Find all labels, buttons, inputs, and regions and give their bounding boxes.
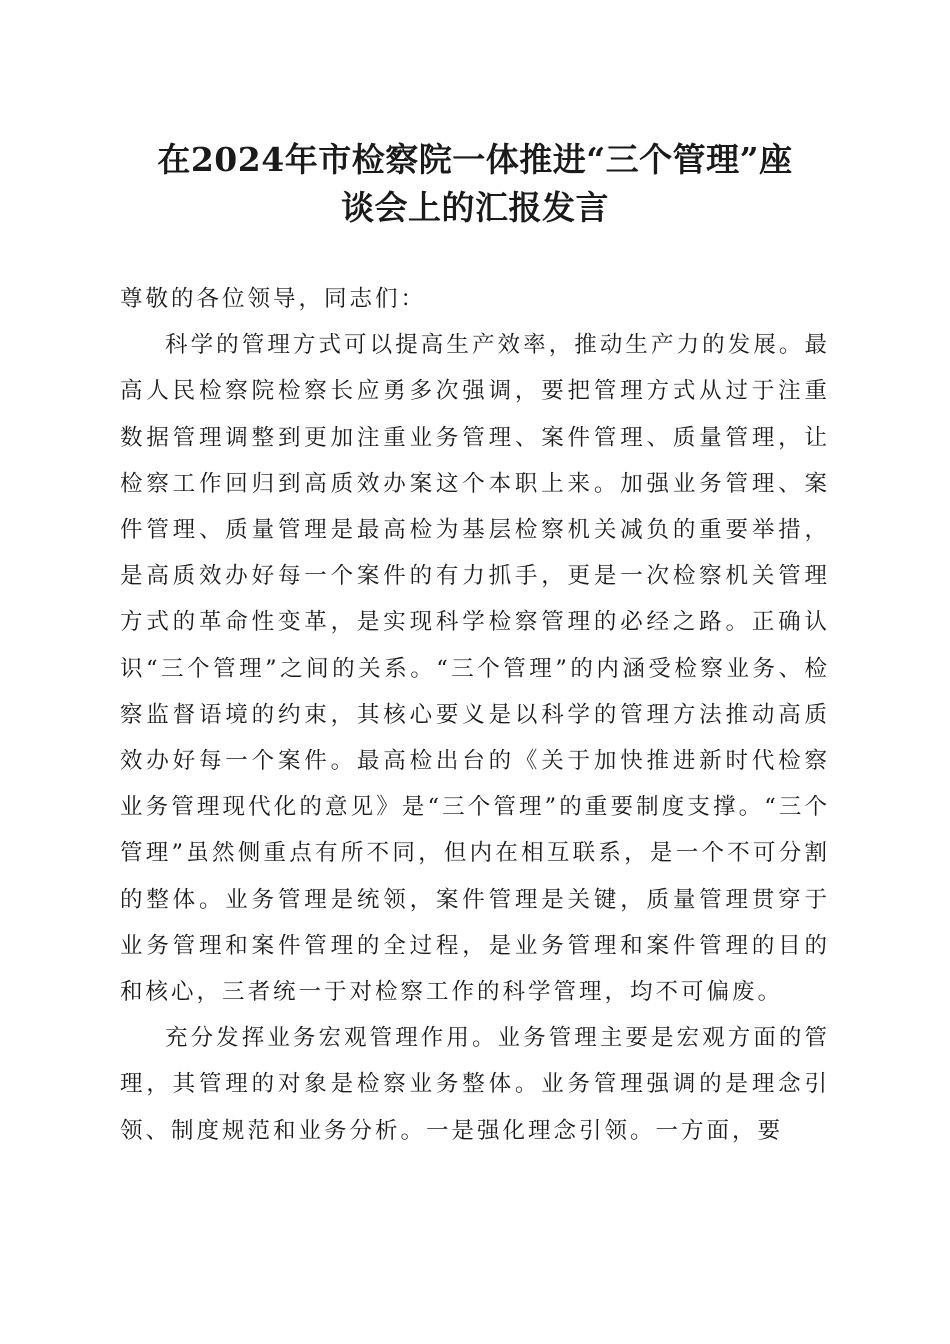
document-title bbox=[110, 136, 840, 232]
title-line-1: 在2024年市检察院一体推进“三个管理”座 bbox=[157, 140, 793, 179]
paragraph-1: 科学的管理方式可以提高生产效率，推动生产力的发展。最高人民检察院检察长应勇多次强调，要把管理方式从过于注重数据管理调整到更加注重业务管理、案件管理、质量管理，让检察工作回归到高质效办案这个本职上来。加强业务管理、案件管理、质量管理是最高检为基层检察机关减负的重要举措，是高质效办好每一个案件的有力抓手，更是一次检察机关管理方式的革命性变革，是实现科学检察管理的必经之路。正确认识“三个管理”之间的关系。“三个管理”的内涵受检察业务、检察监督语境的约束，其核心要义是以科学的管理方法推动高质效办好每一个案件。最高检出台的《关于加快推进新时代检察业务管理现代化的意见》是“三个管理”的重要制度支撑。“三个管理”虽然侧重点有所不同，但内在相互联系，是一个不可分割的整体。业务管理是统领，案件管理是关键，质量管理贯穿于业务管理和案件管理的全过程，是业务管理和案件管理的目的和核心，三者统一于对检察工作的科学管理，均不可偏废。 bbox=[120, 332, 830, 1006]
salutation: 尊敬的各位领导，同志们： bbox=[120, 286, 427, 312]
title-line-2: 谈会上的汇报发言 bbox=[341, 188, 609, 227]
document-body bbox=[120, 276, 830, 1154]
paragraph-2: 充分发挥业务宏观管理作用。业务管理主要是宏观方面的管理，其管理的对象是检察业务整体。业务管理强调的是理念引领、制度规范和业务分析。一是强化理念引领。一方面，要 bbox=[120, 1025, 830, 1144]
